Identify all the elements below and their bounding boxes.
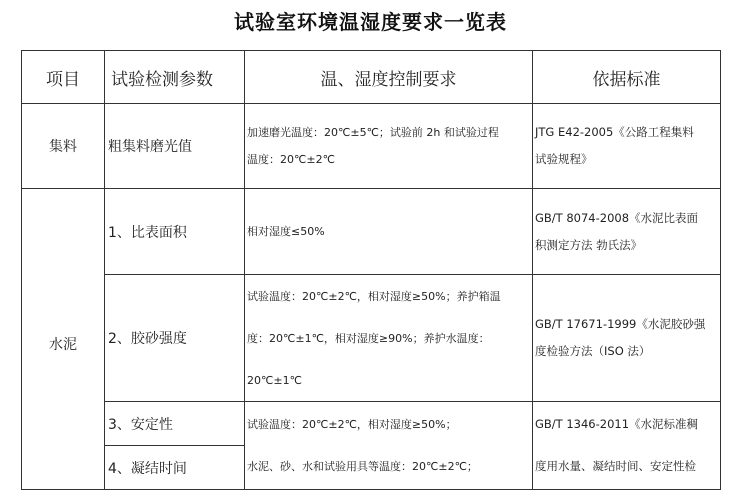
table-row <box>22 275 721 402</box>
requirement-cell: 试验温度：20℃±2℃，相对湿度≥50%； 水泥、砂、水和试验用具等温度：20℃±2℃； <box>245 402 533 490</box>
table-row <box>22 104 721 189</box>
parameter-cell: 3、安定性 <box>105 402 245 446</box>
header-standard: 依据标准 <box>533 51 721 104</box>
requirements-table <box>21 50 721 490</box>
standard-cell: JTG E42-2005《公路工程集料 试验规程》 <box>533 104 721 189</box>
parameter-cell: 粗集料磨光值 <box>105 104 245 189</box>
table-row <box>22 189 721 275</box>
page-title: 试验室环境温湿度要求一览表 <box>234 10 507 34</box>
category-cell: 集料 <box>22 104 105 189</box>
parameter-cell: 2、胶砂强度 <box>105 275 245 402</box>
table-header-row <box>22 51 721 104</box>
requirement-cell: 相对湿度≤50% <box>245 189 533 275</box>
standard-cell: GB/T 1346-2011《水泥标准稠 度用水量、凝结时间、安定性检 <box>533 402 721 490</box>
requirement-cell: 试验温度：20℃±2℃，相对湿度≥50%；养护箱温 度：20℃±1℃，相对湿度≥90%；养护水温度： 20℃±1℃ <box>245 275 533 402</box>
header-requirement: 温、湿度控制要求 <box>245 51 533 104</box>
parameter-cell: 1、比表面积 <box>105 189 245 275</box>
header-parameter: 试验检测参数 <box>105 51 245 104</box>
header-item: 项目 <box>22 51 105 104</box>
parameter-cell: 4、凝结时间 <box>105 446 245 490</box>
table-row <box>22 402 721 446</box>
standard-cell: GB/T 17671-1999《水泥胶砂强 度检验方法（ISO 法） <box>533 275 721 402</box>
standard-cell: GB/T 8074-2008《水泥比表面 积测定方法 勃氏法》 <box>533 189 721 275</box>
requirement-cell: 加速磨光温度：20℃±5℃；试验前 2h 和试验过程 温度：20℃±2℃ <box>245 104 533 189</box>
category-cell: 水泥 <box>22 189 105 490</box>
